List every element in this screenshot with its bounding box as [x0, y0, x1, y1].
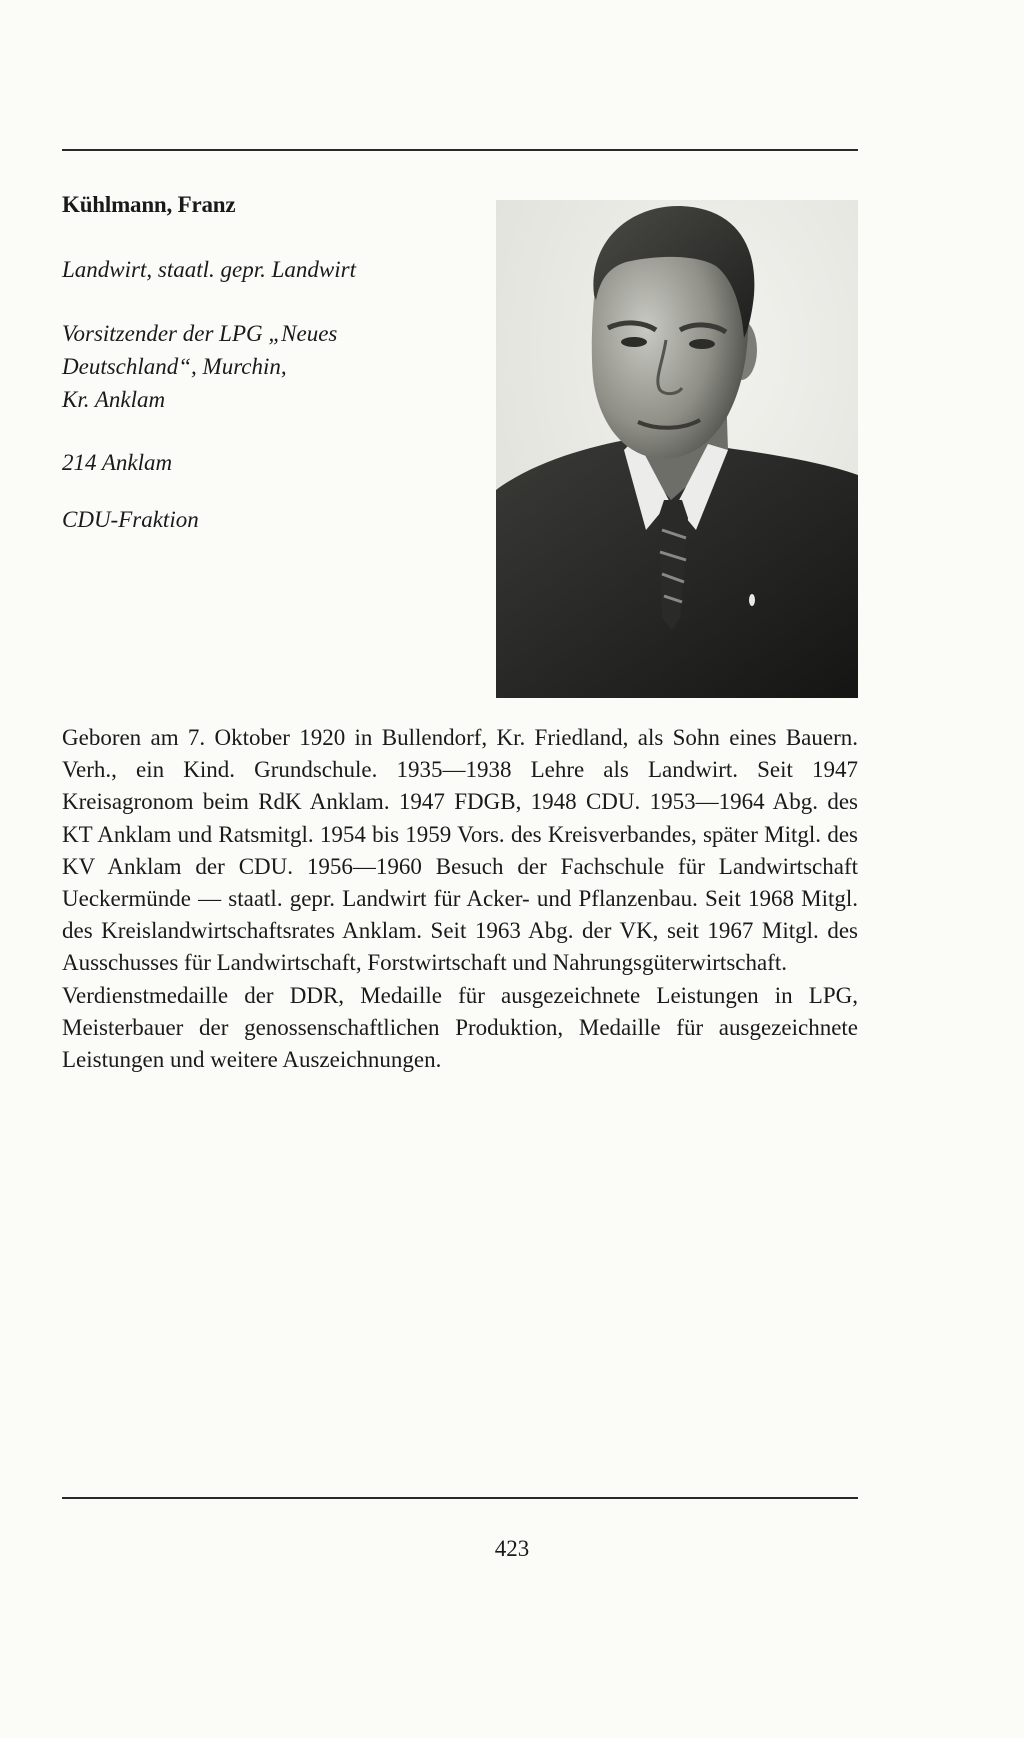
entry-address: 214 Anklam	[62, 450, 173, 475]
entry-profession: Landwirt, staatl. gepr. Landwirt	[62, 257, 356, 282]
lapel-pin	[749, 594, 755, 606]
entry-faction: CDU-Fraktion	[62, 507, 199, 532]
top-rule	[62, 149, 858, 151]
entry-position: Vorsitzender der LPG „Neues Deutschland“, Murchin, Kr. Anklam	[62, 321, 338, 412]
page-number: 423	[494, 1536, 530, 1561]
biography-career: Geboren am 7. Oktober 1920 in Bullendorf, Kr. Friedland, als Sohn eines Bauern. Verh., ein Kind. Grundschule. 1935—1938 Lehre als Landwirt. Seit 1947 Kreisagronom beim RdK Anklam. 1947 FDGB, 1948 CDU. 1953—1964 Abg. des KT Anklam und Ratsmitgl. 1954 bis 1959 Vors. des Kreisverbandes, später Mitgl. des KV Anklam der CDU. 1956—1960 Besuch der Fachschule für Landwirtschaft Ueckermünde — staatl. gepr. Landwirt für Acker- und Pflanzenbau. Seit 1968 Mitgl. des Kreislandwirtschaftsrates Anklam. Seit 1963 Abg. der VK, seit 1967 Mitgl. des Ausschusses für Landwirtschaft, Forstwirtschaft und Nahrungsgüterwirtschaft.	[62, 725, 858, 976]
entry-name: Kühlmann, Franz	[62, 192, 236, 217]
biography-awards: Verdienstmedaille der DDR, Medaille für ausgezeichnete Leistungen in LPG, Meisterbauer der genossenschaftlichen Produktion, Medaille für ausgezeichnete Leistungen und weitere Auszeichnungen.	[62, 982, 858, 1073]
biography	[62, 722, 858, 1076]
bottom-rule	[62, 1497, 858, 1499]
portrait-photo	[496, 200, 858, 698]
